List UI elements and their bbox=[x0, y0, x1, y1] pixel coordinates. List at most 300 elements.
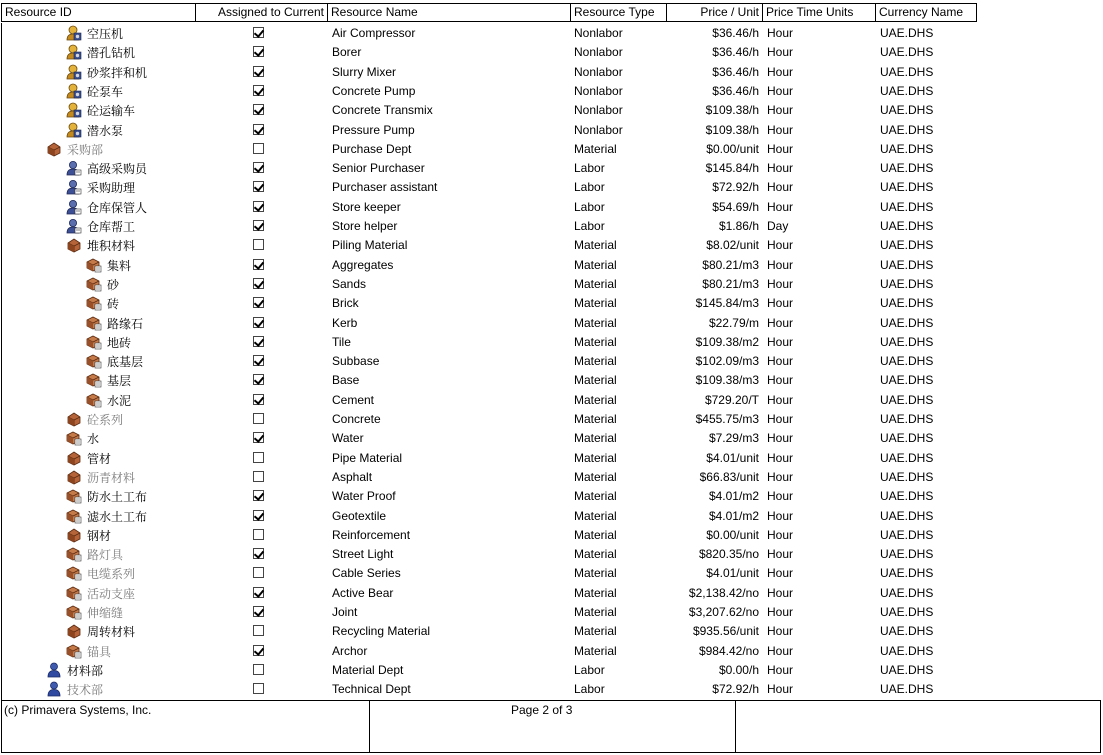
table-row[interactable] bbox=[2, 544, 1100, 563]
checkmark-icon bbox=[254, 317, 264, 328]
price-time-units: Hour bbox=[767, 624, 794, 638]
price-per-unit: $80.21/m3 bbox=[702, 277, 759, 291]
table-row[interactable] bbox=[2, 621, 1100, 640]
price-time-units: Hour bbox=[767, 161, 794, 175]
price-per-unit: $72.92/h bbox=[712, 682, 759, 696]
table-row[interactable] bbox=[2, 390, 1100, 409]
resource-id-cell bbox=[66, 25, 123, 41]
resource-id-cell bbox=[66, 83, 123, 99]
price-per-unit: $8.02/unit bbox=[706, 238, 759, 252]
resource-type: Nonlabor bbox=[574, 84, 623, 98]
resource-type: Material bbox=[574, 412, 617, 426]
resource-id-cell bbox=[66, 179, 135, 195]
resource-id: 防水土工布 bbox=[87, 489, 148, 504]
table-row[interactable] bbox=[2, 351, 1100, 370]
currency-name: UAE.DHS bbox=[880, 509, 934, 523]
resource-id: 仓库帮工 bbox=[87, 219, 136, 234]
table-row[interactable] bbox=[2, 216, 1100, 235]
assigned-checkbox[interactable] bbox=[253, 413, 264, 424]
material-icon bbox=[66, 488, 82, 504]
assigned-checkbox[interactable] bbox=[253, 625, 264, 636]
currency-name: UAE.DHS bbox=[880, 489, 934, 503]
currency-name: UAE.DHS bbox=[880, 316, 934, 330]
price-per-unit: $4.01/m2 bbox=[708, 509, 759, 523]
price-time-units: Hour bbox=[767, 528, 794, 542]
assigned-checkbox[interactable] bbox=[253, 529, 264, 540]
table-row[interactable] bbox=[2, 255, 1100, 274]
assigned-checkbox[interactable] bbox=[253, 490, 264, 501]
resource-id: 集料 bbox=[107, 258, 132, 273]
material-group-icon bbox=[66, 623, 82, 639]
price-per-unit: $3,207.62/no bbox=[688, 605, 759, 619]
price-per-unit: $22.79/m bbox=[708, 316, 759, 330]
resource-type: Nonlabor bbox=[574, 123, 623, 137]
resource-type: Material bbox=[574, 354, 617, 368]
resource-id: 采购部 bbox=[67, 142, 104, 157]
resource-id-cell bbox=[66, 430, 99, 446]
material-icon bbox=[66, 643, 82, 659]
equipment-icon bbox=[66, 102, 82, 118]
resource-type: Material bbox=[574, 586, 617, 600]
price-time-units: Hour bbox=[767, 605, 794, 619]
col-header-currency-name: Currency Name bbox=[879, 5, 964, 19]
currency-name: UAE.DHS bbox=[880, 528, 934, 542]
checkmark-icon bbox=[254, 336, 264, 347]
resource-id-cell bbox=[86, 276, 119, 292]
resource-type: Material bbox=[574, 451, 617, 465]
material-group-icon bbox=[66, 450, 82, 466]
price-per-unit: $2,138.42/no bbox=[688, 586, 759, 600]
assigned-checkbox[interactable] bbox=[253, 452, 264, 463]
resource-type: Material bbox=[574, 547, 617, 561]
price-per-unit: $36.46/h bbox=[712, 65, 759, 79]
assigned-checkbox[interactable] bbox=[253, 336, 264, 347]
resource-id: 空压机 bbox=[87, 26, 124, 41]
table-row[interactable] bbox=[2, 42, 1100, 61]
table-row[interactable] bbox=[2, 313, 1100, 332]
currency-name: UAE.DHS bbox=[880, 26, 934, 40]
resource-type: Material bbox=[574, 431, 617, 445]
assigned-checkbox[interactable] bbox=[253, 124, 264, 135]
resource-id-cell bbox=[46, 141, 103, 157]
resource-id-cell bbox=[66, 122, 123, 138]
currency-name: UAE.DHS bbox=[880, 296, 934, 310]
currency-name: UAE.DHS bbox=[880, 123, 934, 137]
checkmark-icon bbox=[254, 432, 264, 443]
assigned-checkbox[interactable] bbox=[253, 510, 264, 521]
checkmark-icon bbox=[254, 355, 264, 366]
price-per-unit: $72.92/h bbox=[712, 180, 759, 194]
table-row[interactable] bbox=[2, 660, 1100, 679]
table-row[interactable] bbox=[2, 100, 1100, 119]
table-row[interactable] bbox=[2, 641, 1100, 660]
resource-type: Material bbox=[574, 605, 617, 619]
resource-id-cell bbox=[66, 218, 135, 234]
price-time-units: Hour bbox=[767, 547, 794, 561]
assigned-checkbox[interactable] bbox=[253, 664, 264, 675]
checkmark-icon bbox=[254, 587, 264, 598]
resource-type: Nonlabor bbox=[574, 65, 623, 79]
material-icon bbox=[66, 430, 82, 446]
resource-id-cell bbox=[66, 237, 135, 253]
assigned-checkbox[interactable] bbox=[253, 374, 264, 385]
checkmark-icon bbox=[254, 645, 264, 656]
table-row[interactable] bbox=[2, 177, 1100, 196]
price-time-units: Hour bbox=[767, 586, 794, 600]
assigned-checkbox[interactable] bbox=[253, 645, 264, 656]
resource-name: Sands bbox=[332, 277, 367, 291]
price-per-unit: $0.00/unit bbox=[706, 142, 759, 156]
material-group-icon bbox=[66, 527, 82, 543]
currency-name: UAE.DHS bbox=[880, 84, 934, 98]
resource-id: 伸缩缝 bbox=[87, 605, 124, 620]
checkmark-icon bbox=[254, 27, 264, 38]
price-time-units: Hour bbox=[767, 45, 794, 59]
resource-type: Material bbox=[574, 509, 617, 523]
resource-id-cell bbox=[66, 102, 135, 118]
assigned-checkbox[interactable] bbox=[253, 548, 264, 559]
price-time-units: Hour bbox=[767, 65, 794, 79]
table-row[interactable] bbox=[2, 62, 1100, 81]
resource-type: Material bbox=[574, 258, 617, 272]
currency-name: UAE.DHS bbox=[880, 238, 934, 252]
resource-type: Labor bbox=[574, 161, 605, 175]
resource-id-cell bbox=[66, 44, 135, 60]
currency-name: UAE.DHS bbox=[880, 373, 934, 387]
price-per-unit: $36.46/h bbox=[712, 84, 759, 98]
price-time-units: Hour bbox=[767, 470, 794, 484]
table-row[interactable] bbox=[2, 332, 1100, 351]
price-per-unit: $54.69/h bbox=[712, 200, 759, 214]
price-per-unit: $7.29/m3 bbox=[708, 431, 759, 445]
checkmark-icon bbox=[254, 297, 264, 308]
price-per-unit: $109.38/h bbox=[705, 103, 759, 117]
checkmark-icon bbox=[254, 85, 264, 96]
price-time-units: Hour bbox=[767, 644, 794, 658]
checkmark-icon bbox=[254, 394, 264, 405]
resource-name: Senior Purchaser bbox=[332, 161, 425, 175]
table-row[interactable] bbox=[2, 139, 1100, 158]
resource-type: Material bbox=[574, 489, 617, 503]
price-per-unit: $4.01/unit bbox=[706, 566, 759, 580]
resource-id: 基层 bbox=[107, 373, 132, 388]
price-per-unit: $729.20/T bbox=[704, 393, 759, 407]
resource-name: Archor bbox=[332, 644, 368, 658]
assigned-checkbox[interactable] bbox=[253, 85, 264, 96]
currency-name: UAE.DHS bbox=[880, 566, 934, 580]
resource-type: Material bbox=[574, 277, 617, 291]
currency-name: UAE.DHS bbox=[880, 393, 934, 407]
resource-name: Technical Dept bbox=[332, 682, 411, 696]
price-time-units: Hour bbox=[767, 431, 794, 445]
resource-type: Labor bbox=[574, 200, 605, 214]
currency-name: UAE.DHS bbox=[880, 470, 934, 484]
col-header-resource-id: Resource ID bbox=[2, 4, 196, 21]
price-time-units: Hour bbox=[767, 123, 794, 137]
assigned-checkbox[interactable] bbox=[253, 587, 264, 598]
table-row[interactable] bbox=[2, 370, 1100, 389]
table-row[interactable] bbox=[2, 409, 1100, 428]
assigned-checkbox[interactable] bbox=[253, 471, 264, 482]
price-time-units: Hour bbox=[767, 682, 794, 696]
resource-id-cell bbox=[86, 257, 131, 273]
checkmark-icon bbox=[254, 104, 264, 115]
assigned-checkbox[interactable] bbox=[253, 394, 264, 405]
assigned-checkbox[interactable] bbox=[253, 259, 264, 270]
resource-name: Water Proof bbox=[332, 489, 396, 503]
material-icon bbox=[86, 315, 102, 331]
assigned-checkbox[interactable] bbox=[253, 683, 264, 694]
person-icon bbox=[46, 662, 62, 678]
resource-type: Nonlabor bbox=[574, 26, 623, 40]
resource-id-cell bbox=[66, 411, 123, 427]
currency-name: UAE.DHS bbox=[880, 180, 934, 194]
checkmark-icon bbox=[254, 510, 264, 521]
col-header-price-unit: Price / Unit bbox=[667, 4, 763, 21]
price-per-unit: $80.21/m3 bbox=[702, 258, 759, 272]
table-row[interactable] bbox=[2, 23, 1100, 42]
equipment-icon bbox=[66, 83, 82, 99]
price-per-unit: $0.00/unit bbox=[706, 528, 759, 542]
resource-name: Subbase bbox=[332, 354, 380, 368]
resource-id: 潜水泵 bbox=[87, 123, 124, 138]
price-per-unit: $455.75/m3 bbox=[695, 412, 759, 426]
col-header-resource-name: Resource Name bbox=[328, 4, 571, 21]
assigned-checkbox[interactable] bbox=[253, 355, 264, 366]
price-time-units: Hour bbox=[767, 393, 794, 407]
currency-name: UAE.DHS bbox=[880, 161, 934, 175]
material-icon bbox=[86, 257, 102, 273]
resource-name: Active Bear bbox=[332, 586, 394, 600]
currency-name: UAE.DHS bbox=[880, 682, 934, 696]
checkmark-icon bbox=[254, 124, 264, 135]
resource-id-cell bbox=[46, 681, 103, 697]
checkmark-icon bbox=[254, 66, 264, 77]
material-group-icon bbox=[46, 141, 62, 157]
resource-type: Material bbox=[574, 373, 617, 387]
assigned-checkbox[interactable] bbox=[253, 317, 264, 328]
resource-id-cell bbox=[66, 643, 111, 659]
currency-name: UAE.DHS bbox=[880, 219, 934, 233]
resource-name: Geotextile bbox=[332, 509, 387, 523]
labor-icon bbox=[66, 179, 82, 195]
material-icon bbox=[66, 604, 82, 620]
footer-right-cell bbox=[735, 701, 1100, 752]
resource-id: 路灯具 bbox=[87, 547, 124, 562]
resource-type: Material bbox=[574, 335, 617, 349]
resource-type: Material bbox=[574, 644, 617, 658]
resource-type: Material bbox=[574, 142, 617, 156]
currency-name: UAE.DHS bbox=[880, 45, 934, 59]
resource-id-cell bbox=[66, 199, 147, 215]
page-number: Page 2 of 3 bbox=[511, 703, 573, 717]
footer-left-cell bbox=[2, 701, 370, 752]
assigned-checkbox[interactable] bbox=[253, 278, 264, 289]
assigned-checkbox[interactable] bbox=[253, 162, 264, 173]
resource-name: Aggregates bbox=[332, 258, 394, 272]
col-header-assigned: Assigned to Current bbox=[196, 4, 328, 21]
equipment-icon bbox=[66, 122, 82, 138]
resource-id-cell bbox=[66, 64, 147, 80]
resource-id: 水 bbox=[87, 431, 100, 446]
table-row[interactable] bbox=[2, 525, 1100, 544]
resource-id: 材料部 bbox=[67, 663, 104, 678]
assigned-checkbox[interactable] bbox=[253, 66, 264, 77]
resource-id-cell bbox=[66, 450, 111, 466]
resource-name: Tile bbox=[332, 335, 351, 349]
labor-icon bbox=[66, 218, 82, 234]
currency-name: UAE.DHS bbox=[880, 258, 934, 272]
price-time-units: Hour bbox=[767, 277, 794, 291]
resource-id: 滤水土工布 bbox=[87, 509, 148, 524]
table-row[interactable] bbox=[2, 197, 1100, 216]
resource-type: Labor bbox=[574, 682, 605, 696]
price-time-units: Hour bbox=[767, 26, 794, 40]
table-row[interactable] bbox=[2, 448, 1100, 467]
table-row[interactable] bbox=[2, 486, 1100, 505]
currency-name: UAE.DHS bbox=[880, 142, 934, 156]
resource-id: 底基层 bbox=[107, 354, 144, 369]
table-row[interactable] bbox=[2, 235, 1100, 254]
currency-name: UAE.DHS bbox=[880, 663, 934, 677]
assigned-checkbox[interactable] bbox=[253, 239, 264, 250]
price-per-unit: $145.84/h bbox=[705, 161, 759, 175]
checkmark-icon bbox=[254, 548, 264, 559]
price-per-unit: $984.42/no bbox=[698, 644, 759, 658]
price-time-units: Hour bbox=[767, 354, 794, 368]
assigned-checkbox[interactable] bbox=[253, 201, 264, 212]
material-icon bbox=[66, 565, 82, 581]
resource-id: 路缘石 bbox=[107, 316, 144, 331]
checkmark-icon bbox=[254, 220, 264, 231]
page-footer bbox=[1, 700, 1101, 753]
resource-id: 砼系列 bbox=[87, 412, 124, 427]
price-per-unit: $109.38/m3 bbox=[695, 373, 759, 387]
checkmark-icon bbox=[254, 606, 264, 617]
table-row[interactable] bbox=[2, 428, 1100, 447]
assigned-checkbox[interactable] bbox=[253, 104, 264, 115]
resource-id: 砂 bbox=[107, 277, 120, 292]
currency-name: UAE.DHS bbox=[880, 624, 934, 638]
currency-name: UAE.DHS bbox=[880, 200, 934, 214]
table-row[interactable] bbox=[2, 563, 1100, 582]
table-row[interactable] bbox=[2, 602, 1100, 621]
price-per-unit: $4.01/unit bbox=[706, 451, 759, 465]
resource-type: Material bbox=[574, 528, 617, 542]
price-time-units: Hour bbox=[767, 258, 794, 272]
material-group-icon bbox=[66, 237, 82, 253]
assigned-checkbox[interactable] bbox=[253, 567, 264, 578]
material-icon bbox=[86, 353, 102, 369]
assigned-checkbox[interactable] bbox=[253, 181, 264, 192]
checkmark-icon bbox=[254, 46, 264, 57]
assigned-checkbox[interactable] bbox=[253, 606, 264, 617]
table-row[interactable] bbox=[2, 583, 1100, 602]
price-time-units: Hour bbox=[767, 316, 794, 330]
resource-type: Labor bbox=[574, 180, 605, 194]
resource-name: Reinforcement bbox=[332, 528, 411, 542]
resource-id-cell bbox=[86, 353, 143, 369]
table-row[interactable] bbox=[2, 274, 1100, 293]
assigned-checkbox[interactable] bbox=[253, 297, 264, 308]
table-row[interactable] bbox=[2, 293, 1100, 312]
material-group-icon bbox=[66, 411, 82, 427]
assigned-checkbox[interactable] bbox=[253, 432, 264, 443]
resource-type: Labor bbox=[574, 219, 605, 233]
checkmark-icon bbox=[254, 162, 264, 173]
resource-id: 水泥 bbox=[107, 393, 132, 408]
resource-id: 砂浆拌和机 bbox=[87, 65, 148, 80]
resource-id: 堆积材料 bbox=[87, 238, 136, 253]
assigned-checkbox[interactable] bbox=[253, 220, 264, 231]
resource-name: Street Light bbox=[332, 547, 394, 561]
price-time-units: Hour bbox=[767, 296, 794, 310]
price-time-units: Hour bbox=[767, 509, 794, 523]
price-per-unit: $4.01/m2 bbox=[708, 489, 759, 503]
assigned-checkbox[interactable] bbox=[253, 143, 264, 154]
table-row[interactable] bbox=[2, 120, 1100, 139]
resource-id-cell bbox=[86, 392, 131, 408]
price-time-units: Hour bbox=[767, 412, 794, 426]
currency-name: UAE.DHS bbox=[880, 605, 934, 619]
currency-name: UAE.DHS bbox=[880, 65, 934, 79]
resource-name: Pipe Material bbox=[332, 451, 403, 465]
currency-name: UAE.DHS bbox=[880, 354, 934, 368]
price-per-unit: $145.84/m3 bbox=[695, 296, 759, 310]
resource-id-cell bbox=[66, 469, 135, 485]
resource-name: Recycling Material bbox=[332, 624, 431, 638]
price-per-unit: $66.83/unit bbox=[699, 470, 759, 484]
currency-name: UAE.DHS bbox=[880, 103, 934, 117]
table-row[interactable] bbox=[2, 158, 1100, 177]
currency-name: UAE.DHS bbox=[880, 431, 934, 445]
table-row[interactable] bbox=[2, 506, 1100, 525]
material-icon bbox=[86, 392, 102, 408]
price-time-units: Hour bbox=[767, 103, 794, 117]
resource-id: 采购助理 bbox=[87, 180, 136, 195]
price-time-units: Hour bbox=[767, 489, 794, 503]
resource-name: Kerb bbox=[332, 316, 358, 330]
resource-name: Brick bbox=[332, 296, 359, 310]
resource-id: 周转材料 bbox=[87, 624, 136, 639]
price-per-unit: $36.46/h bbox=[712, 45, 759, 59]
price-per-unit: $1.86/h bbox=[718, 219, 759, 233]
resource-name: Concrete Transmix bbox=[332, 103, 433, 117]
resource-id: 技术部 bbox=[67, 682, 104, 697]
resource-name: Base bbox=[332, 373, 360, 387]
assigned-checkbox[interactable] bbox=[253, 46, 264, 57]
resource-name: Cable Series bbox=[332, 566, 401, 580]
table-row[interactable] bbox=[2, 679, 1100, 698]
assigned-checkbox[interactable] bbox=[253, 27, 264, 38]
checkmark-icon bbox=[254, 201, 264, 212]
resource-id-cell bbox=[66, 160, 147, 176]
resource-name: Purchase Dept bbox=[332, 142, 412, 156]
price-per-unit: $0.00/h bbox=[718, 663, 759, 677]
table-row[interactable] bbox=[2, 81, 1100, 100]
resource-id-cell bbox=[66, 565, 135, 581]
resource-id-cell bbox=[66, 488, 147, 504]
resource-type: Material bbox=[574, 624, 617, 638]
resource-id-cell bbox=[86, 372, 131, 388]
table-row[interactable] bbox=[2, 467, 1100, 486]
resource-id-cell bbox=[86, 295, 119, 311]
currency-name: UAE.DHS bbox=[880, 547, 934, 561]
resource-id: 砼运输车 bbox=[87, 103, 136, 118]
price-time-units: Hour bbox=[767, 180, 794, 194]
resource-id-cell bbox=[66, 546, 123, 562]
resource-name: Purchaser assistant bbox=[332, 180, 438, 194]
